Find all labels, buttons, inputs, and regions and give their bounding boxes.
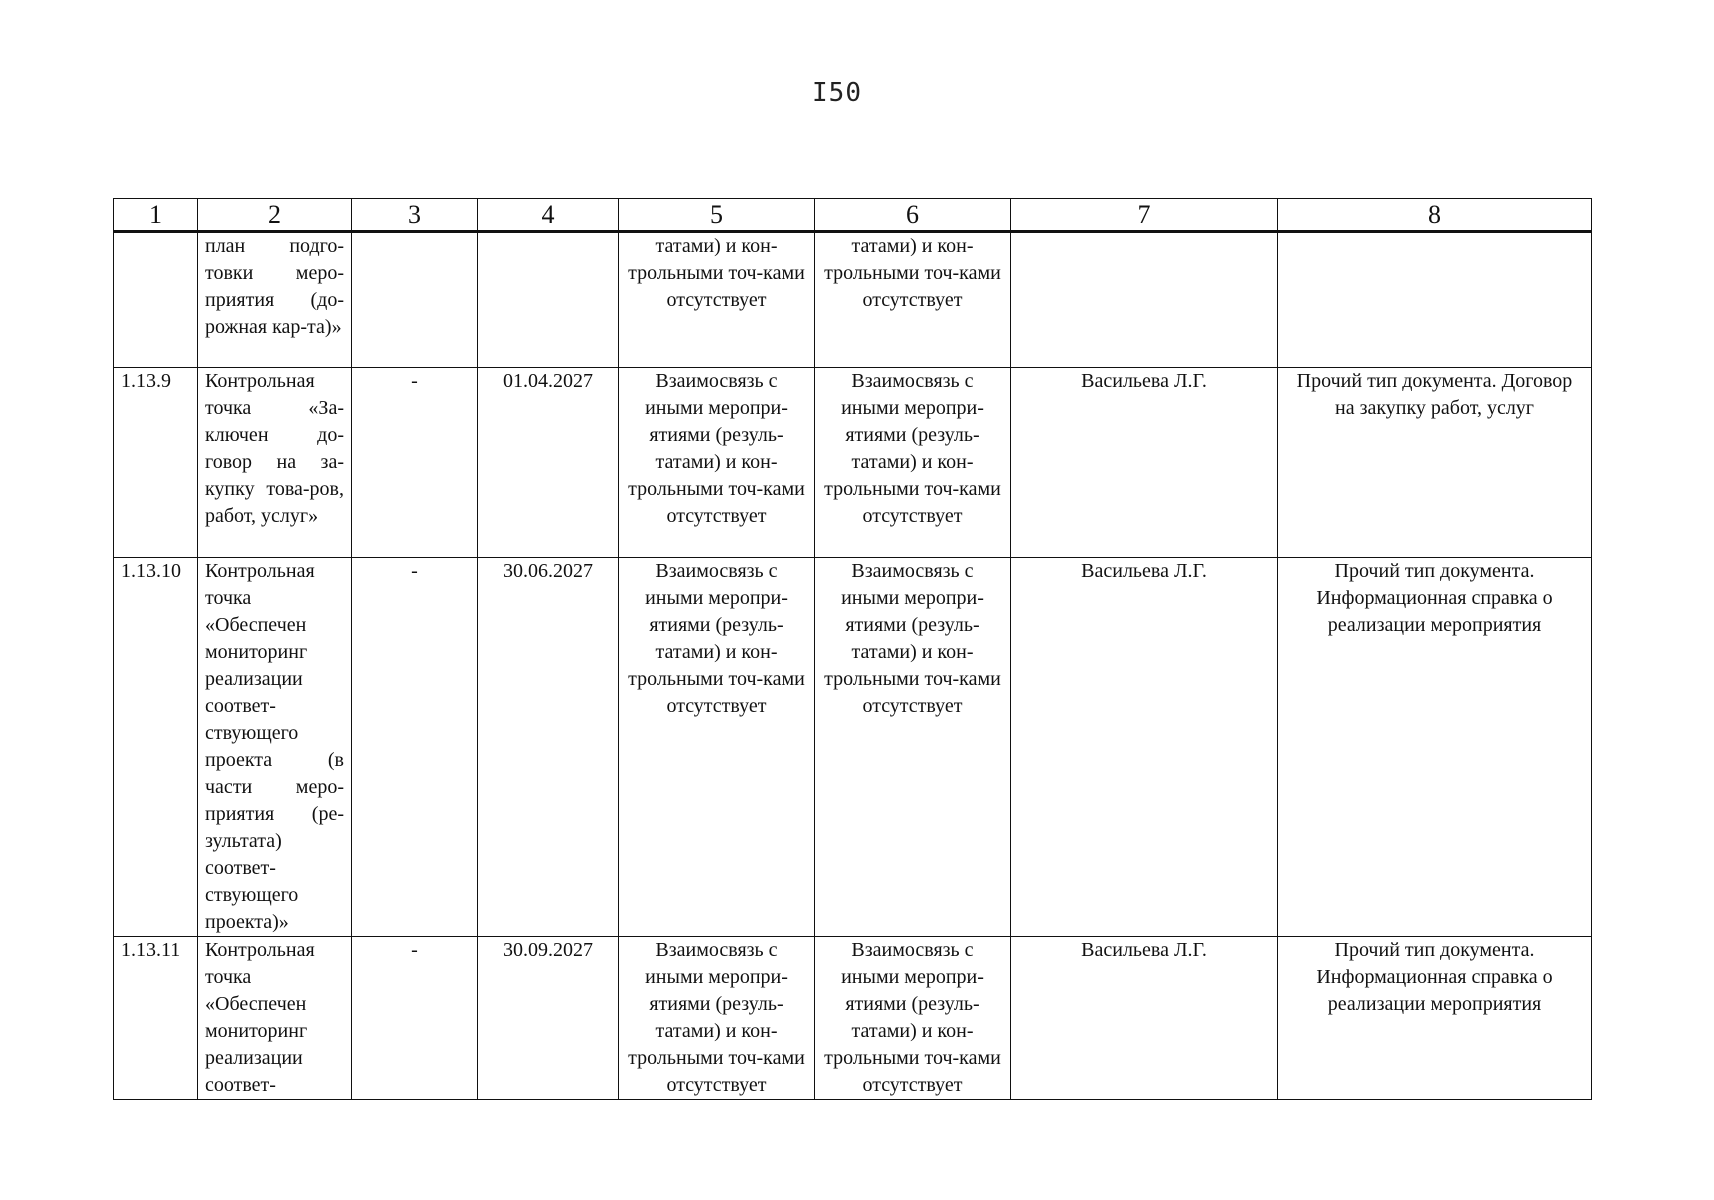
date-cell: 30.06.2027	[478, 558, 619, 937]
column-header-5: 5	[619, 199, 815, 232]
page-number: I50	[812, 78, 862, 108]
responsible-cell: Васильева Л.Г.	[1011, 558, 1278, 937]
relation-cell-6: Взаимосвязь с иными меропри-ятиями (резуль-татами) и кон-трольными точ-ками отсутствует	[815, 937, 1011, 1100]
document-cell: Прочий тип документа. Информационная справка о реализации мероприятия	[1278, 937, 1592, 1100]
relation-cell-5: Взаимосвязь с иными меропри-ятиями (резуль-татами) и кон-трольными точ-ками отсутствует	[619, 368, 815, 558]
column-header-8: 8	[1278, 199, 1592, 232]
relation-cell-6: татами) и кон-трольными точ-ками отсутствует	[815, 232, 1011, 368]
responsible-cell: Васильева Л.Г.	[1011, 368, 1278, 558]
relation-cell-5: Взаимосвязь с иными меропри-ятиями (резуль-татами) и кон-трольными точ-ками отсутствует	[619, 558, 815, 937]
schedule-table	[113, 198, 1592, 1100]
row-number: 1.13.11	[114, 937, 198, 1100]
responsible-cell: Васильева Л.Г.	[1011, 937, 1278, 1100]
responsible-cell	[1011, 232, 1278, 368]
column-header-3: 3	[352, 199, 478, 232]
event-name: план подго-товки меро-приятия (до-рожная кар-та)»	[198, 232, 352, 368]
table-row	[114, 558, 1592, 937]
relation-cell-6: Взаимосвязь с иными меропри-ятиями (резуль-татами) и кон-трольными точ-ками отсутствует	[815, 368, 1011, 558]
table-row	[114, 368, 1592, 558]
column-header-6: 6	[815, 199, 1011, 232]
date-cell: 01.04.2027	[478, 368, 619, 558]
column-header-2: 2	[198, 199, 352, 232]
date-cell	[478, 232, 619, 368]
header-row	[114, 199, 1592, 232]
document-cell: Прочий тип документа. Договор на закупку работ, услуг	[1278, 368, 1592, 558]
column-header-7: 7	[1011, 199, 1278, 232]
table-header	[114, 199, 1592, 232]
document-cell	[1278, 232, 1592, 368]
document-cell: Прочий тип документа. Информационная справка о реализации мероприятия	[1278, 558, 1592, 937]
column-header-1: 1	[114, 199, 198, 232]
predecessor-cell: -	[352, 937, 478, 1100]
relation-cell-5: Взаимосвязь с иными меропри-ятиями (резуль-татами) и кон-трольными точ-ками отсутствует	[619, 937, 815, 1100]
event-name: Контрольная точка «За-ключен до-говор на за-купку това-ров, работ, услуг»	[198, 368, 352, 558]
column-header-4: 4	[478, 199, 619, 232]
row-number	[114, 232, 198, 368]
row-number: 1.13.9	[114, 368, 198, 558]
table-row	[114, 232, 1592, 368]
event-name: Контрольная точка «Обеспечен мониторинг реализации соответ-	[198, 937, 352, 1100]
relation-cell-6: Взаимосвязь с иными меропри-ятиями (резуль-татами) и кон-трольными точ-ками отсутствует	[815, 558, 1011, 937]
predecessor-cell: -	[352, 558, 478, 937]
row-number: 1.13.10	[114, 558, 198, 937]
table-row	[114, 937, 1592, 1100]
predecessor-cell: -	[352, 368, 478, 558]
predecessor-cell	[352, 232, 478, 368]
date-cell: 30.09.2027	[478, 937, 619, 1100]
event-name: Контрольная точка «Обеспечен мониторинг реализации соответ-ствующего проекта (в части меро-приятия (ре-зультата) соответ-ствующего проекта)»	[198, 558, 352, 937]
relation-cell-5: татами) и кон-трольными точ-ками отсутствует	[619, 232, 815, 368]
